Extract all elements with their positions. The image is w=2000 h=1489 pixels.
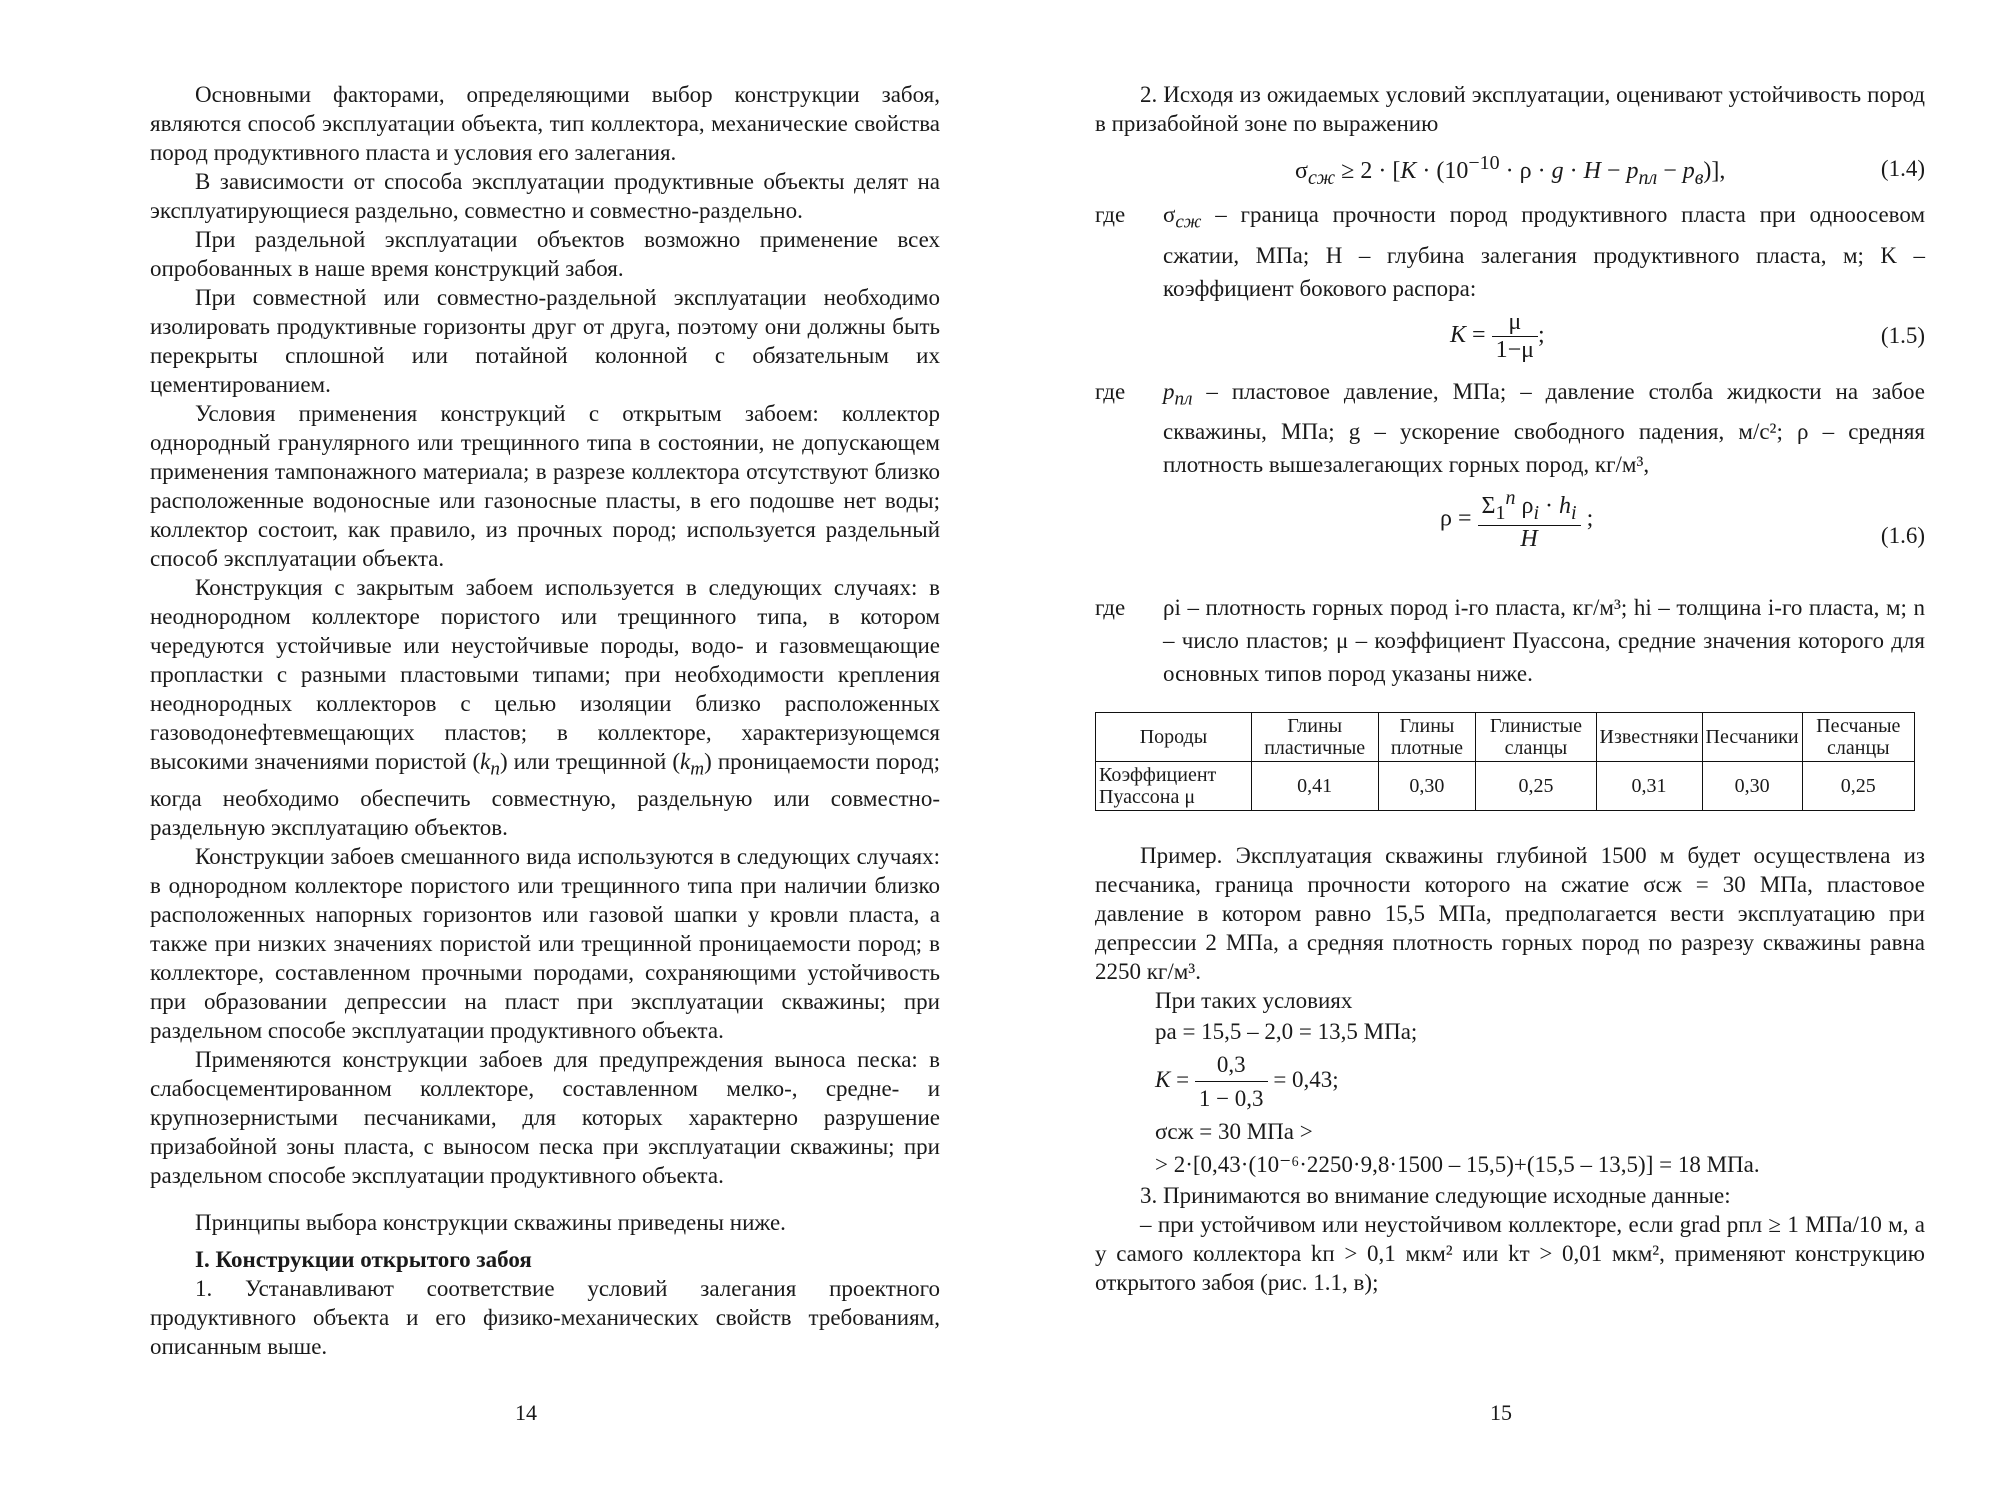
symbol: k — [480, 749, 491, 774]
equation-number: (1.5) — [1880, 322, 1925, 348]
page-number: 14 — [515, 1400, 537, 1425]
paragraph: Основными факторами, определяющими выбор конструкции забоя, являются способ эксплуатации объекта, тип коллектора, механические свойства пород продуктивного пласта и условия его залегания. — [150, 82, 940, 165]
table-header-cell: Глины пластичные — [1251, 713, 1378, 762]
table-header-cell: Песчаники — [1702, 713, 1802, 762]
definition-text: – пластовое давление, МПа; – давление столба жидкости на забое скважины, МПа; g – ускорение свободного падения, м/с²; ρ – средняя плотность вышезалегающих горных пород, кг/м³, — [1163, 378, 1926, 478]
where-block — [1095, 198, 1925, 305]
section-heading: I. Конструкции открытого забоя — [195, 1246, 532, 1272]
table-cell: 0,25 — [1476, 762, 1596, 811]
paragraph: Принципы выбора конструкции скважины приведены ниже. — [195, 1209, 786, 1235]
page-number: 15 — [1490, 1400, 1512, 1425]
definition-text: – граница прочности пород продуктивного пласта при одноосевом сжатии, МПа; H – глубина залегания продуктивного пласта, м; K – коэффициент бокового распора: — [1163, 202, 1925, 301]
right-page — [1095, 80, 1925, 1297]
table-cell: 0,31 — [1596, 762, 1702, 811]
table-header-row — [1096, 713, 1915, 762]
paragraph: Применяются конструкции забоев для предупреждения выноса песка: в слабосцементированном коллекторе, составленном мелко-, средне- и крупнозернистыми песчаниками, для которых характерно разрушение призабойной зоны пласта, с выносом песка при эксплуатации скважины; при раздельном способе эксплуатации продуктивного объекта. — [150, 1046, 940, 1188]
calculation-line: > 2·[0,43·(10⁻⁶·2250·9,8·1500 – 15,5)+(15,5 – 13,5)] = 18 МПа. — [1155, 1152, 1760, 1178]
table-header-cell: Породы — [1096, 713, 1252, 762]
poisson-table — [1095, 712, 1915, 811]
formula-expression: $\sigma_{сж} \ge 2 \cdot [K \cdot (10^{-10} \cdot \rho \cdot g \cdot H - p_{пл} - p_в)]$, — [1295, 152, 1726, 189]
paragraph-part: Конструкция с закрытым забоем используется в следующих случаях: в неоднородном коллекторе пористого или трещинного типа, в котором чередуются устойчивые или неустойчивые породы, водо- и газовмещающие пропластки с разными пластовыми типами; при необходимости крепления неоднородных коллекторов с целью изоляции близко расположенных газоводонефтевмещающих пластов; в коллекторе, характеризующемся высокими значениями пористой ( — [150, 575, 940, 774]
paragraph-part: ) или трещинной ( — [499, 749, 681, 774]
paragraph-part: ) проницаемости пород; когда необходимо обеспечить совместную, раздельную или совместно-раздельную эксплуатацию объектов. — [150, 749, 940, 840]
paragraph: При совместной или совместно-раздельной эксплуатации необходимо изолировать продуктивные горизонты друг от друга, поэтому они должны быть перекрыты сплошной или потайной колонной с обязательным их цементированием. — [150, 285, 940, 397]
where-block — [1095, 591, 1925, 690]
where-label: где — [1095, 595, 1126, 621]
table-header-cell: Песчаные сланцы — [1802, 713, 1914, 762]
paragraph: 3. Принимаются во внимание следующие исходные данные: — [1140, 1183, 1731, 1209]
paragraph: – при устойчивом или неустойчивом коллекторе, если grad pпл ≥ 1 МПа/10 м, а у самого коллектора kп > 0,1 мкм² или kт > 0,01 мкм², применяют конструкцию открытого забоя (рис. 1.1, в); — [1095, 1212, 1925, 1296]
calculation-result: = 0,43; — [1273, 1066, 1339, 1092]
paragraph: В зависимости от способа эксплуатации продуктивные объекты делят на эксплуатирующиеся раздельно, совместно и совместно-раздельно. — [150, 169, 940, 223]
symbol: k — [680, 749, 691, 774]
paragraph: Условия применения конструкций с открытым забоем: коллектор однородный гранулярного или трещинного типа в состоянии, не допускающем применения тампонажного материала; в разрезе коллектора отсутствуют близко расположенные водоносные или газоносные пласты, в его подошве нет воды; коллектор состоит, как правило, из прочных пород; используется раздельный способ эксплуатации объекта. — [150, 401, 940, 571]
table-cell: 0,30 — [1702, 762, 1802, 811]
subscript: п — [490, 758, 500, 780]
paragraph — [150, 573, 940, 842]
where-block — [1095, 375, 1925, 482]
paragraph: При раздельной эксплуатации объектов возможно применение всех опробованных в наше время конструкций забоя. — [150, 227, 940, 281]
paragraph: Конструкции забоев смешанного вида используются в следующих случаях: в однородном коллекторе пористого или трещинного типа при наличии близко расположенных напорных горизонтов или газовой шапки у кровли пласта, а также при низких значениях пористой или трещинной проницаемости пород; в коллекторе, составленном прочными породами, сохраняющими устойчивость при образовании депрессии на пласт при эксплуатации скважины; при раздельном способе эксплуатации продуктивного объекта. — [150, 843, 940, 1043]
table-header-cell: Глинистые сланцы — [1476, 713, 1596, 762]
formula-1-5 — [1095, 305, 1925, 375]
formula-1-4 — [1095, 138, 1925, 198]
paragraph: При таких условиях — [1155, 988, 1353, 1014]
formula-1-6 — [1095, 481, 1925, 591]
table-row-label: Коэффициент Пуассона μ — [1096, 762, 1252, 811]
calculation-line: σсж = 30 МПа > — [1155, 1119, 1313, 1145]
table-row — [1096, 762, 1915, 811]
table-cell: 0,30 — [1378, 762, 1476, 811]
equation-number: (1.4) — [1880, 156, 1925, 181]
formula-expression: K = $\frac{\mu}{1-\mu}$ ; — [1450, 308, 1545, 363]
table-header-cell: Глины плотные — [1378, 713, 1476, 762]
table-cell: 0,41 — [1251, 762, 1378, 811]
where-label: где — [1095, 202, 1126, 227]
where-label: где — [1095, 378, 1126, 404]
equation-number: (1.6) — [1880, 523, 1925, 549]
where-text: $\sigma_{сж}$ – граница прочности пород продуктивного пласта при одноосевом сжатии, МПа; H – глубина залегания продуктивного пласта, м; K – коэффициент бокового распора: — [1163, 202, 1925, 301]
left-page — [150, 80, 940, 1361]
paragraph: 2. Исходя из ожидаемых условий эксплуатации, оценивают устойчивость пород в призабойной зоне по выражению — [1095, 82, 1925, 136]
calculation-line: pa = 15,5 – 2,0 = 13,5 МПа; — [1155, 1019, 1418, 1045]
where-text: $p_{пл}$ – пластовое давление, МПа; – давление столба жидкости на забое скважины, МПа; g – ускорение свободного падения, м/с²; ρ – средняя плотность вышезалегающих горных пород, кг/м³, — [1163, 378, 1926, 478]
subscript: т — [690, 758, 705, 780]
example-paragraph: Пример. Эксплуатация скважины глубиной 1500 м будет осуществлена из песчаника, граница прочности которого на сжатие σсж = 30 МПа, пластовое давление в котором равно 15,5 МПа, предполагается вести эксплуатацию при депрессии 2 МПа, а средняя плотность горных пород по разрезу скважины равна 2250 кг/м³. — [1095, 843, 1925, 985]
where-text: ρi – плотность горных пород i-го пласта, кг/м³; hi – толщина i-го пласта, м; n – число пластов; μ – коэффициент Пуассона, средние значения которого для основных типов пород указаны ниже. — [1163, 595, 1925, 687]
calculation-line: K = $\frac{0,3}{1 - 0,3}$ = 0,43; — [1155, 1048, 1925, 1115]
table-header-cell: Известняки — [1596, 713, 1702, 762]
paragraph: 1. Устанавливают соответствие условий залегания проектного продуктивного объекта и его физико-механических свойств требованиям, описанным выше. — [150, 1275, 940, 1359]
formula-expression: ρ = $\frac{\Sigma_1^n \rho_i \cdot h_i}{H}$ ; — [1440, 487, 1594, 552]
table-cell: 0,25 — [1802, 762, 1914, 811]
